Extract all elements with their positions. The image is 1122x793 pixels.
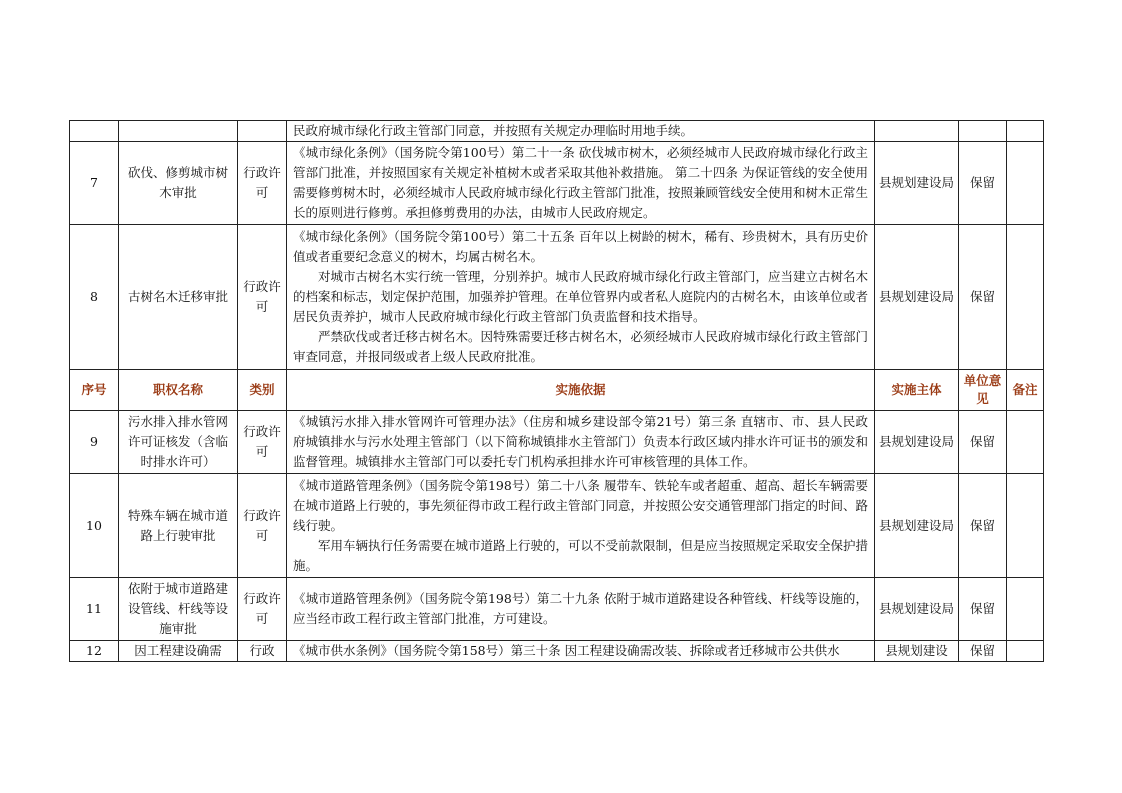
authority-type: 行政许可	[238, 142, 287, 225]
remark	[1007, 578, 1044, 641]
table-row	[70, 225, 1044, 370]
header-basis: 实施依据	[287, 370, 875, 411]
header-subject: 实施主体	[875, 370, 959, 411]
legal-basis	[287, 578, 875, 641]
authority-type: 行政	[238, 641, 287, 662]
implementing-body: 县规划建设局	[875, 142, 959, 225]
unit-opinion: 保留	[959, 225, 1007, 370]
table-row	[70, 578, 1044, 641]
row-number	[70, 121, 119, 142]
implementing-body: 县规划建设局	[875, 474, 959, 578]
authority-type: 行政许可	[238, 578, 287, 641]
authority-type: 行政许可	[238, 411, 287, 474]
basis-paragraph: 《城市道路管理条例》（国务院令第198号）第二十八条 履带车、铁轮车或者超重、超高、超长车辆需要在城市道路上行驶的，事先须征得市政工程行政主管部门同意，并按照公安交通管理部门指定的时间、路线行驶。	[293, 477, 869, 533]
implementing-body: 县规划建设	[875, 641, 959, 662]
remark	[1007, 142, 1044, 225]
legal-basis	[287, 474, 875, 578]
header-opinion: 单位意见	[959, 370, 1007, 411]
header-type: 类别	[238, 370, 287, 411]
remark	[1007, 225, 1044, 370]
implementing-body: 县规划建设局	[875, 225, 959, 370]
legal-basis	[287, 225, 875, 370]
unit-opinion: 保留	[959, 641, 1007, 662]
table-row	[70, 121, 1044, 142]
remark	[1007, 411, 1044, 474]
basis-paragraph: 军用车辆执行任务需要在城市道路上行驶的，可以不受前款限制，但是应当按照规定采取安全保护措施。	[293, 537, 869, 573]
remark	[1007, 474, 1044, 578]
authority-table	[69, 120, 1044, 662]
authority-name: 特殊车辆在城市道路上行驶审批	[119, 474, 238, 578]
table-row	[70, 142, 1044, 225]
row-number: 12	[70, 641, 119, 662]
authority-name: 因工程建设确需	[119, 641, 238, 662]
unit-opinion: 保留	[959, 474, 1007, 578]
authority-type: 行政许可	[238, 225, 287, 370]
header-note: 备注	[1007, 370, 1044, 411]
basis-paragraph: 《城市绿化条例》（国务院令第100号）第二十一条 砍伐城市树木，必须经城市人民政府城市绿化行政主管部门批准，并按照国家有关规定补植树木或者采取其他补救措施。 第二十四条 为保证管线的安全使用需要修剪树木时，必须经城市人民政府城市绿化行政主管部门批准，按照兼顾管线安全使用和树木正常生长的原则进行修剪。承担修剪费用的办法，由城市人民政府规定。	[293, 145, 869, 220]
implementing-body: 县规划建设局	[875, 578, 959, 641]
legal-basis	[287, 121, 875, 142]
implementing-body: 县规划建设局	[875, 411, 959, 474]
basis-paragraph: 民政府城市绿化行政主管部门同意，并按照有关规定办理临时用地手续。	[293, 123, 694, 138]
remark	[1007, 641, 1044, 662]
table-row	[70, 641, 1044, 662]
unit-opinion: 保留	[959, 142, 1007, 225]
basis-paragraph: 对城市古树名木实行统一管理，分别养护。城市人民政府城市绿化行政主管部门，应当建立古树名木的档案和标志，划定保护范围，加强养护管理。在单位管界内或者私人庭院内的古树名木，由该单位或者居民负责养护，城市人民政府城市绿化行政主管部门负责监督和技术指导。	[293, 269, 869, 324]
table-header-row	[70, 370, 1044, 411]
authority-name: 依附于城市道路建设管线、杆线等设施审批	[119, 578, 238, 641]
remark	[1007, 121, 1044, 142]
authority-name: 古树名木迁移审批	[119, 225, 238, 370]
unit-opinion: 保留	[959, 578, 1007, 641]
authority-name: 污水排入排水管网许可证核发（含临时排水许可）	[119, 411, 238, 474]
legal-basis	[287, 411, 875, 474]
unit-opinion: 保留	[959, 411, 1007, 474]
implementing-body	[875, 121, 959, 142]
header-name: 职权名称	[119, 370, 238, 411]
table-row	[70, 411, 1044, 474]
basis-paragraph: 《城市绿化条例》（国务院令第100号）第二十五条 百年以上树龄的树木，稀有、珍贵树木，具有历史价值或者重要纪念意义的树木，均属古树名木。	[293, 229, 868, 264]
row-number: 8	[70, 225, 119, 370]
table-row	[70, 474, 1044, 578]
basis-paragraph: 严禁砍伐或者迁移古树名木。因特殊需要迁移古树名木，必须经城市人民政府城市绿化行政主管部门审查同意，并报同级或者上级人民政府批准。	[293, 329, 869, 364]
authority-name: 砍伐、修剪城市树木审批	[119, 142, 238, 225]
basis-paragraph: 《城市供水条例》（国务院令第158号）第三十条 因工程建设确需改装、拆除或者迁移城市公共供水	[293, 643, 840, 658]
legal-basis	[287, 641, 875, 662]
row-number: 11	[70, 578, 119, 641]
basis-paragraph: 《城市道路管理条例》（国务院令第198号）第二十九条 依附于城市道路建设各种管线、杆线等设施的，应当经市政工程行政主管部门批准，方可建设。	[293, 591, 868, 626]
basis-paragraph: 《城镇污水排入排水管网许可管理办法》（住房和城乡建设部令第21号）第三条 直辖市、市、县人民政府城镇排水与污水处理主管部门（以下简称城镇排水主管部门）负责本行政区域内排水许可证书的颁发和监督管理。城镇排水主管部门可以委托专门机构承担排水许可审核管理的具体工作。	[293, 414, 869, 469]
row-number: 9	[70, 411, 119, 474]
header-number: 序号	[70, 370, 119, 411]
authority-type: 行政许可	[238, 474, 287, 578]
unit-opinion	[959, 121, 1007, 142]
authority-type	[238, 121, 287, 142]
authority-name	[119, 121, 238, 142]
legal-basis	[287, 142, 875, 225]
row-number: 10	[70, 474, 119, 578]
row-number: 7	[70, 142, 119, 225]
